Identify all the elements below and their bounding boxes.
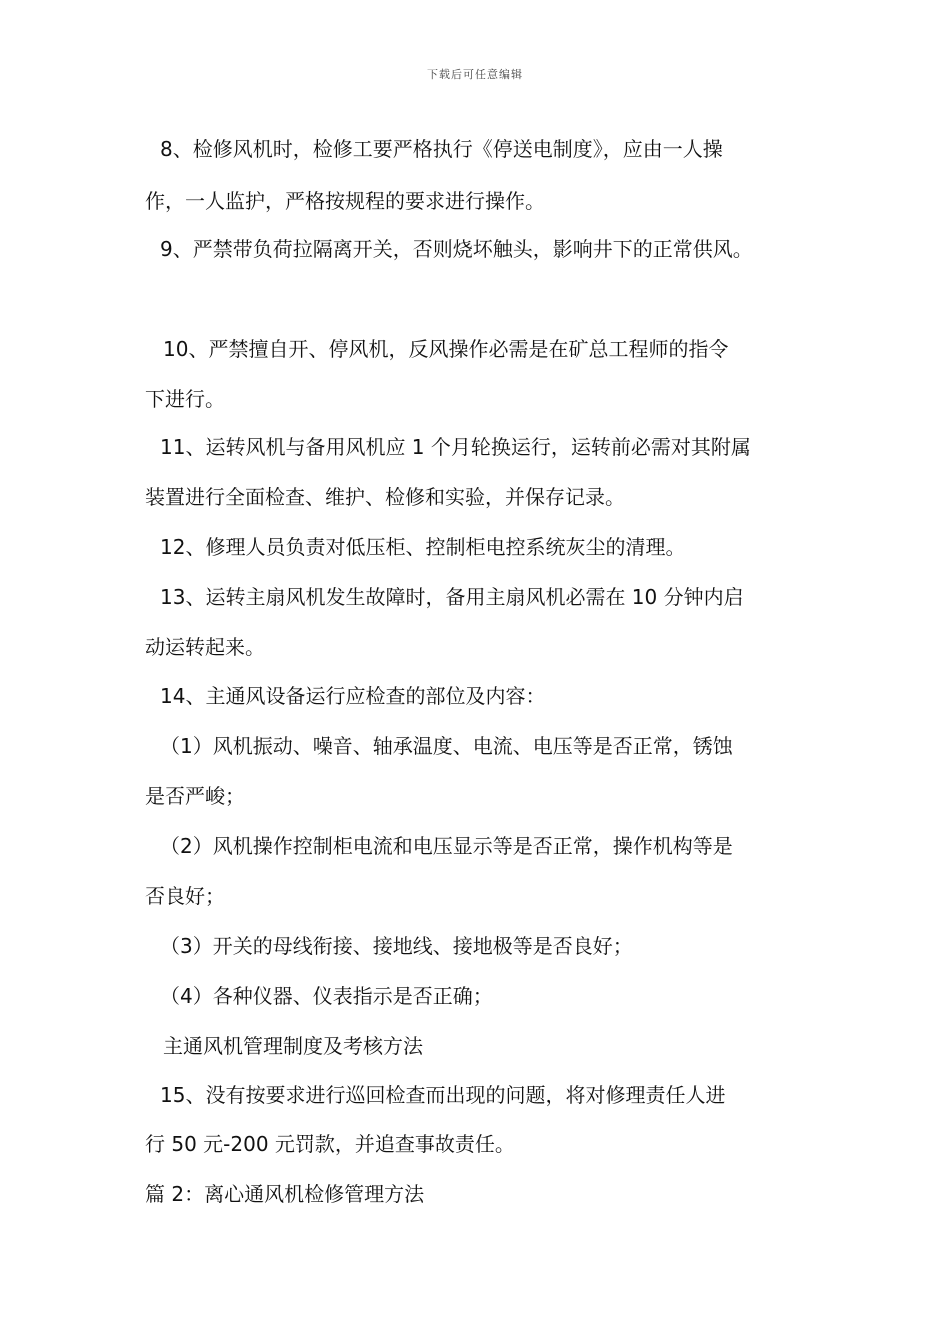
paragraph-line: 否良好； (145, 884, 225, 908)
paragraph-line: 8、检修风机时，检修工要严格执行《停送电制度》，应由一人操 (160, 137, 723, 161)
paragraph-line: 11、运转风机与备用风机应 1 个月轮换运行，运转前必需对其附属 (160, 435, 751, 459)
chapter-heading: 篇 2：离心通风机检修管理方法 (145, 1182, 425, 1206)
paragraph-line: 装置进行全面检查、维护、检修和实验，并保存记录。 (145, 485, 625, 509)
paragraph-line: （4）各种仪器、仪表指示是否正确； (160, 984, 493, 1008)
page-header: 下载后可任意编辑 (427, 68, 523, 81)
paragraph-line: 作，一人监护，严格按规程的要求进行操作。 (145, 189, 545, 213)
paragraph-line: （1）风机振动、噪音、轴承温度、电流、电压等是否正常，锈蚀 (160, 734, 733, 758)
paragraph-line: 14、主通风设备运行应检查的部位及内容： (160, 684, 546, 708)
section-heading: 主通风机管理制度及考核方法 (163, 1034, 423, 1058)
paragraph-line: （3）开关的母线衔接、接地线、接地极等是否良好； (160, 934, 633, 958)
paragraph-line: 12、修理人员负责对低压柜、控制柜电控系统灰尘的清理。 (160, 535, 686, 559)
paragraph-line: 是否严峻； (145, 784, 245, 808)
paragraph-line: （2）风机操作控制柜电流和电压显示等是否正常，操作机构等是 (160, 834, 733, 858)
paragraph-line: 动运转起来。 (145, 635, 265, 659)
paragraph-line: 下进行。 (145, 387, 225, 411)
paragraph-line: 行 50 元-200 元罚款，并追查事故责任。 (145, 1132, 515, 1156)
paragraph-line: 13、运转主扇风机发生故障时，备用主扇风机必需在 10 分钟内启 (160, 585, 744, 609)
paragraph-line: 10、严禁擅自开、停风机，反风操作必需是在矿总工程师的指令 (163, 337, 729, 361)
paragraph-line: 15、没有按要求进行巡回检查而出现的问题，将对修理责任人进 (160, 1083, 726, 1107)
paragraph-line: 9、严禁带负荷拉隔离开关，否则烧坏触头，影响井下的正常供风。 (160, 237, 753, 261)
